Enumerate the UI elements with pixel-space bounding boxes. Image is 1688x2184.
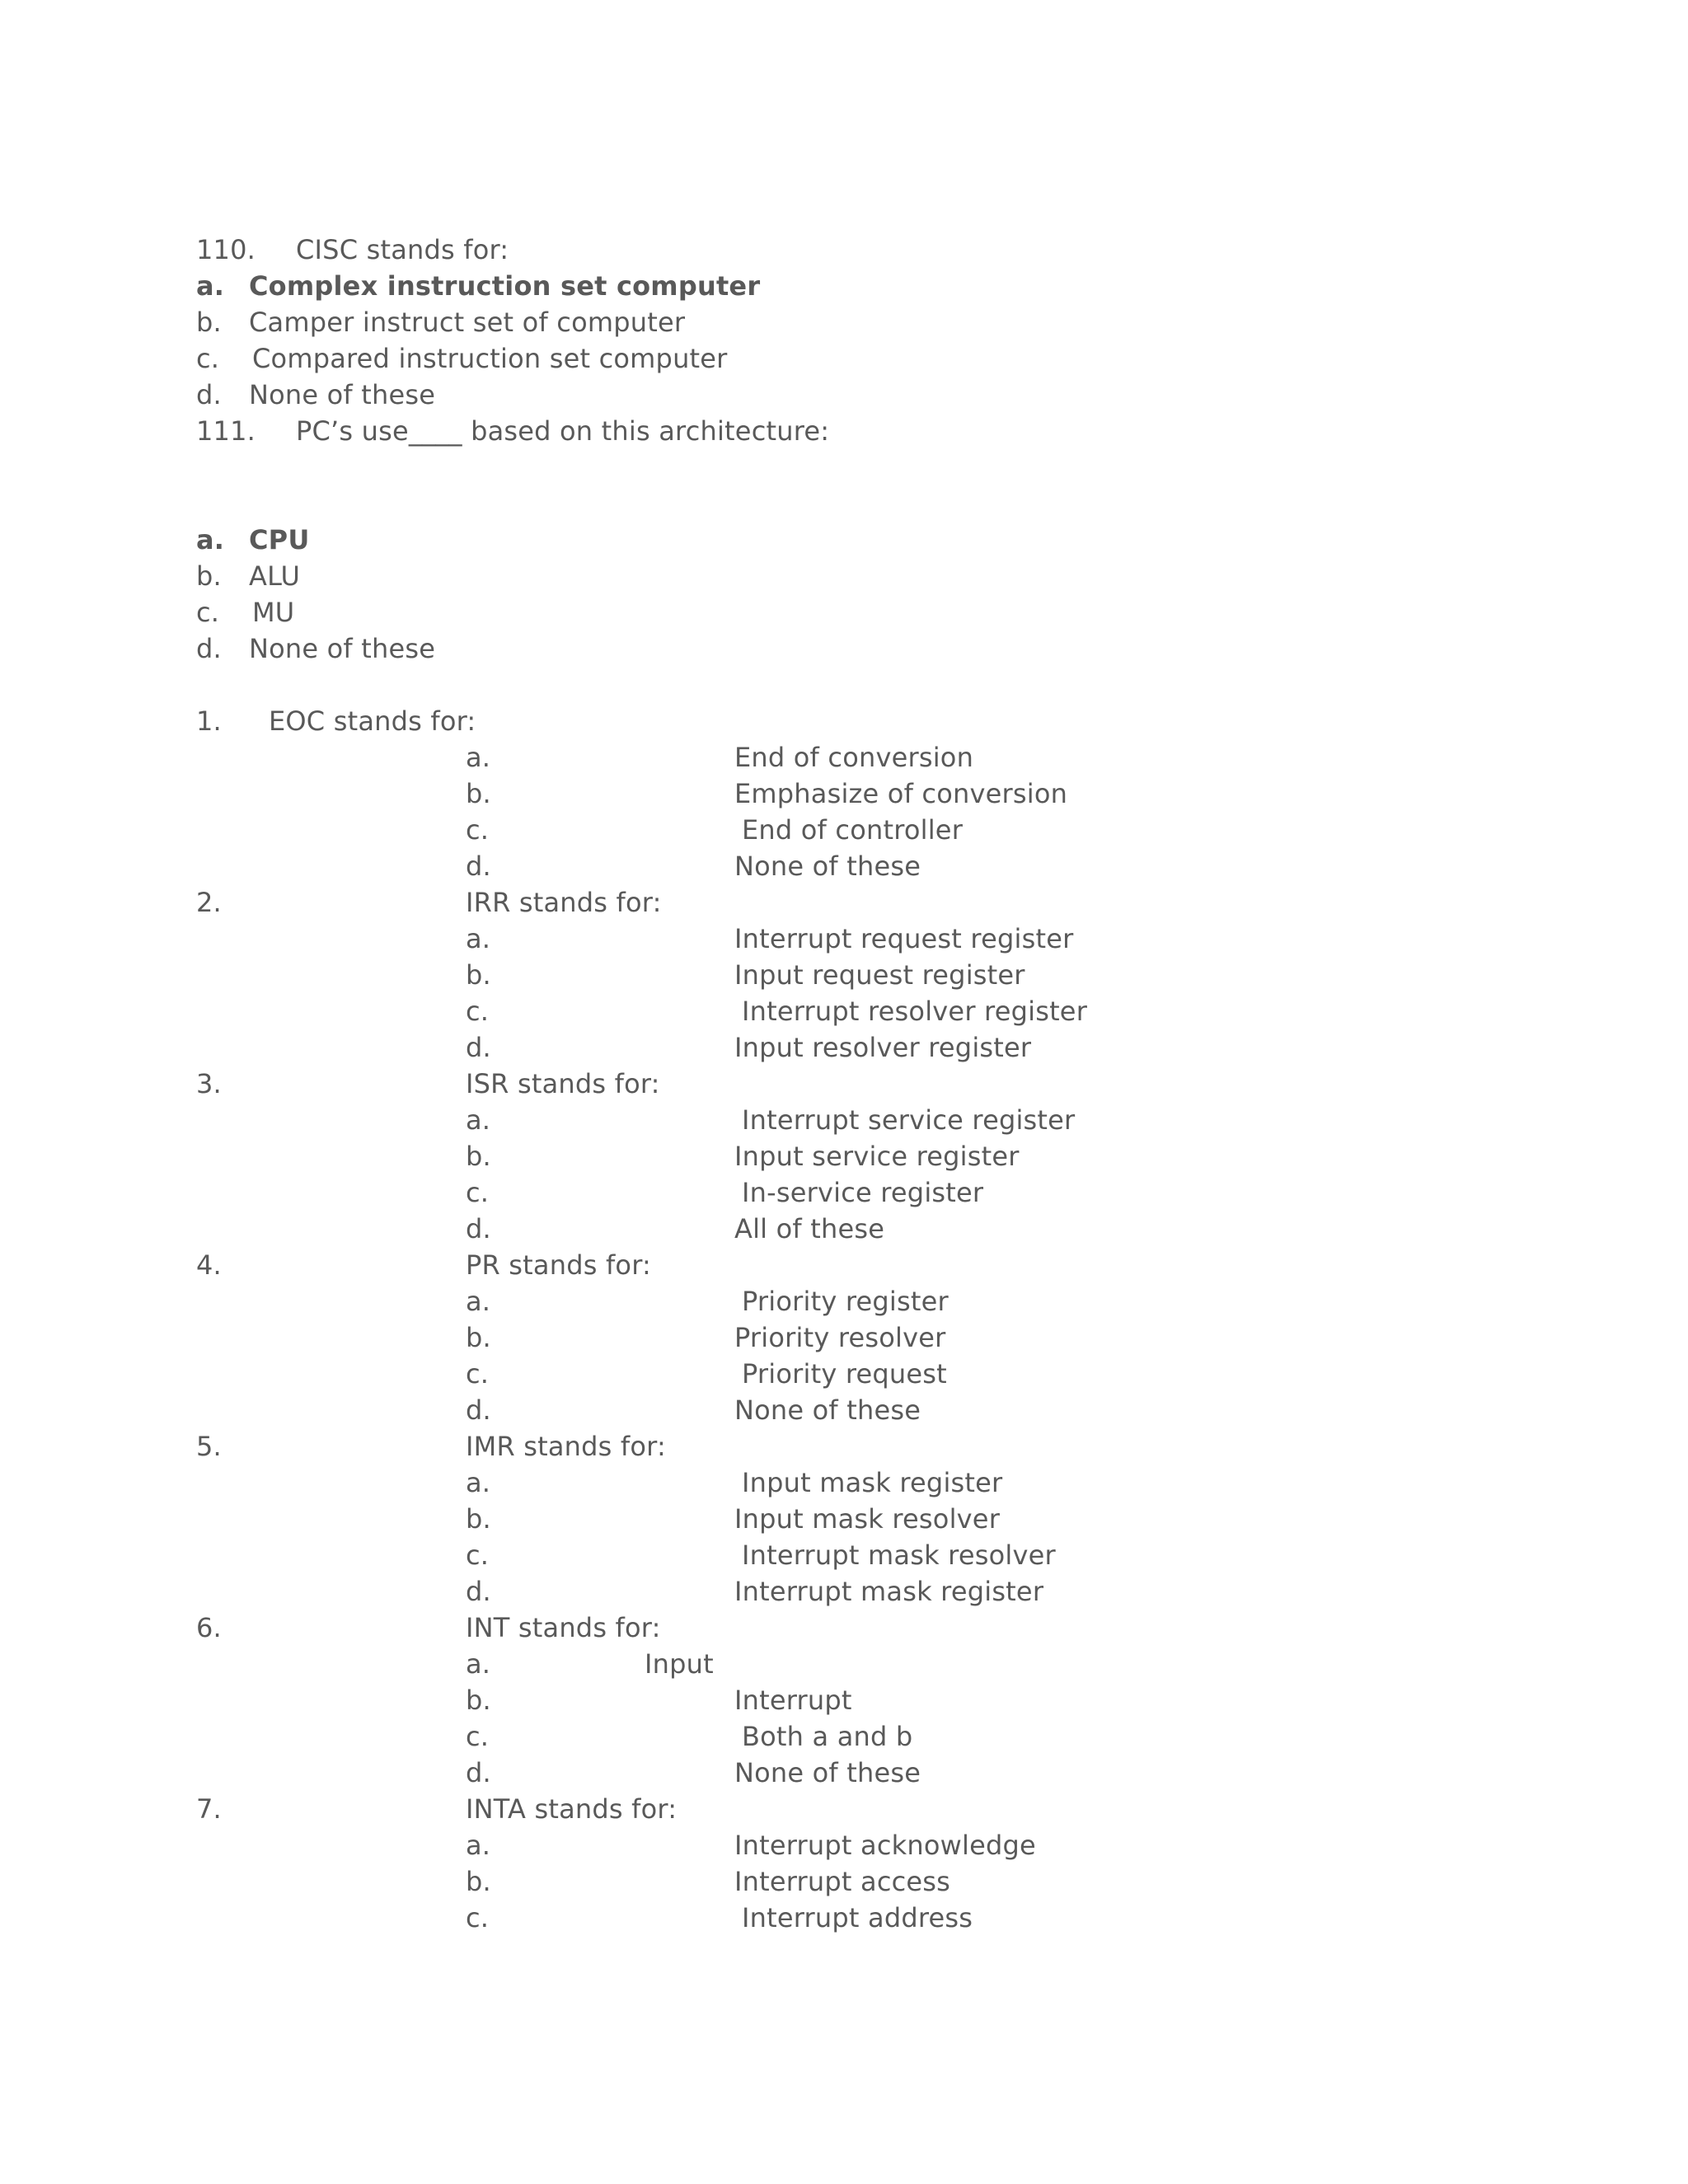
option-text: Interrupt acknowledge: [734, 1830, 1036, 1861]
option-letter: a.: [466, 1830, 491, 1861]
question-text: IRR stands for:: [466, 887, 662, 918]
option-letter: b.: [466, 959, 491, 991]
option-text: None of these: [249, 633, 436, 664]
question-number: 3.: [196, 1068, 222, 1099]
option-letter: d.: [466, 1213, 491, 1244]
option-text: All of these: [734, 1213, 885, 1244]
question-text: IMR stands for:: [466, 1431, 666, 1462]
option-letter: a.: [466, 923, 491, 954]
question-number: 5.: [196, 1431, 222, 1462]
question-number: 4.: [196, 1249, 222, 1281]
option-text: None of these: [734, 851, 921, 882]
question-text: INT stands for:: [466, 1612, 661, 1643]
question-number: 110.: [196, 234, 256, 265]
option-letter: d.: [466, 851, 491, 882]
question-text: PR stands for:: [466, 1249, 651, 1281]
option-letter: c.: [466, 1177, 490, 1208]
question-number: 6.: [196, 1612, 222, 1643]
option-text: None of these: [249, 379, 436, 410]
option-text-correct: Complex instruction set computer: [249, 270, 761, 302]
option-text: Camper instruct set of computer: [249, 307, 686, 338]
option-letter: d.: [466, 1394, 491, 1426]
option-letter: b.: [466, 1685, 491, 1716]
option-letter: c.: [466, 996, 490, 1027]
option-letter: d.: [196, 379, 222, 410]
option-letter: b.: [466, 1322, 491, 1353]
option-text: End of conversion: [734, 742, 974, 773]
option-letter: a.: [466, 1467, 491, 1498]
option-letter: b.: [466, 1503, 491, 1535]
option-text: End of controller: [742, 814, 964, 846]
option-text: Priority request: [742, 1358, 947, 1390]
option-letter: c.: [466, 1540, 490, 1571]
option-text: Interrupt mask register: [734, 1576, 1044, 1607]
question-number: 111.: [196, 415, 256, 447]
option-letter: c.: [466, 1902, 490, 1933]
option-letter: b.: [196, 560, 222, 592]
option-text: Interrupt resolver register: [742, 996, 1088, 1027]
question-text: CISC stands for:: [296, 234, 509, 265]
question-number: 2.: [196, 887, 222, 918]
question-text: ISR stands for:: [466, 1068, 660, 1099]
option-letter: c.: [466, 1721, 490, 1752]
option-text: Both a and b: [742, 1721, 913, 1752]
option-letter: b.: [466, 1141, 491, 1172]
question-text: EOC stands for:: [269, 705, 476, 737]
option-letter: b.: [466, 778, 491, 809]
option-text: Priority resolver: [734, 1322, 946, 1353]
option-text: Input service register: [734, 1141, 1020, 1172]
option-letter: b.: [196, 307, 222, 338]
option-letter: c.: [466, 1358, 490, 1390]
option-text: Input resolver register: [734, 1032, 1032, 1063]
option-letter: d.: [466, 1576, 491, 1607]
option-text: Priority register: [742, 1286, 949, 1317]
option-text: In-service register: [742, 1177, 984, 1208]
option-letter: a.: [466, 1286, 491, 1317]
option-text: None of these: [734, 1757, 921, 1788]
question-text: PC’s use____ based on this architecture:: [296, 415, 830, 447]
option-text: Interrupt: [734, 1685, 852, 1716]
question-number: 7.: [196, 1793, 222, 1825]
option-text: Input request register: [734, 959, 1025, 991]
option-text: MU: [252, 597, 295, 628]
option-letter: a.: [196, 270, 225, 302]
option-letter: a.: [466, 742, 491, 773]
option-letter: a.: [466, 1648, 491, 1680]
option-letter: a.: [466, 1104, 491, 1136]
option-letter: c.: [196, 343, 220, 374]
option-letter: c.: [466, 814, 490, 846]
option-text: Interrupt service register: [742, 1104, 1076, 1136]
question-number: 1.: [196, 705, 222, 737]
option-letter: d.: [466, 1032, 491, 1063]
option-text: Interrupt address: [742, 1902, 973, 1933]
option-letter: c.: [196, 597, 220, 628]
option-text: Compared instruction set computer: [252, 343, 728, 374]
option-letter: d.: [466, 1757, 491, 1788]
option-letter: a.: [196, 524, 225, 555]
option-letter: d.: [196, 633, 222, 664]
option-text: Input: [645, 1648, 714, 1680]
option-text: None of these: [734, 1394, 921, 1426]
option-text: Interrupt request register: [734, 923, 1074, 954]
option-text: Interrupt mask resolver: [742, 1540, 1056, 1571]
question-text: INTA stands for:: [466, 1793, 678, 1825]
option-text: Interrupt access: [734, 1866, 951, 1897]
option-text: Input mask resolver: [734, 1503, 1001, 1535]
option-text-correct: CPU: [249, 524, 310, 555]
option-text: ALU: [249, 560, 301, 592]
option-text: Input mask register: [742, 1467, 1003, 1498]
option-text: Emphasize of conversion: [734, 778, 1068, 809]
option-letter: b.: [466, 1866, 491, 1897]
